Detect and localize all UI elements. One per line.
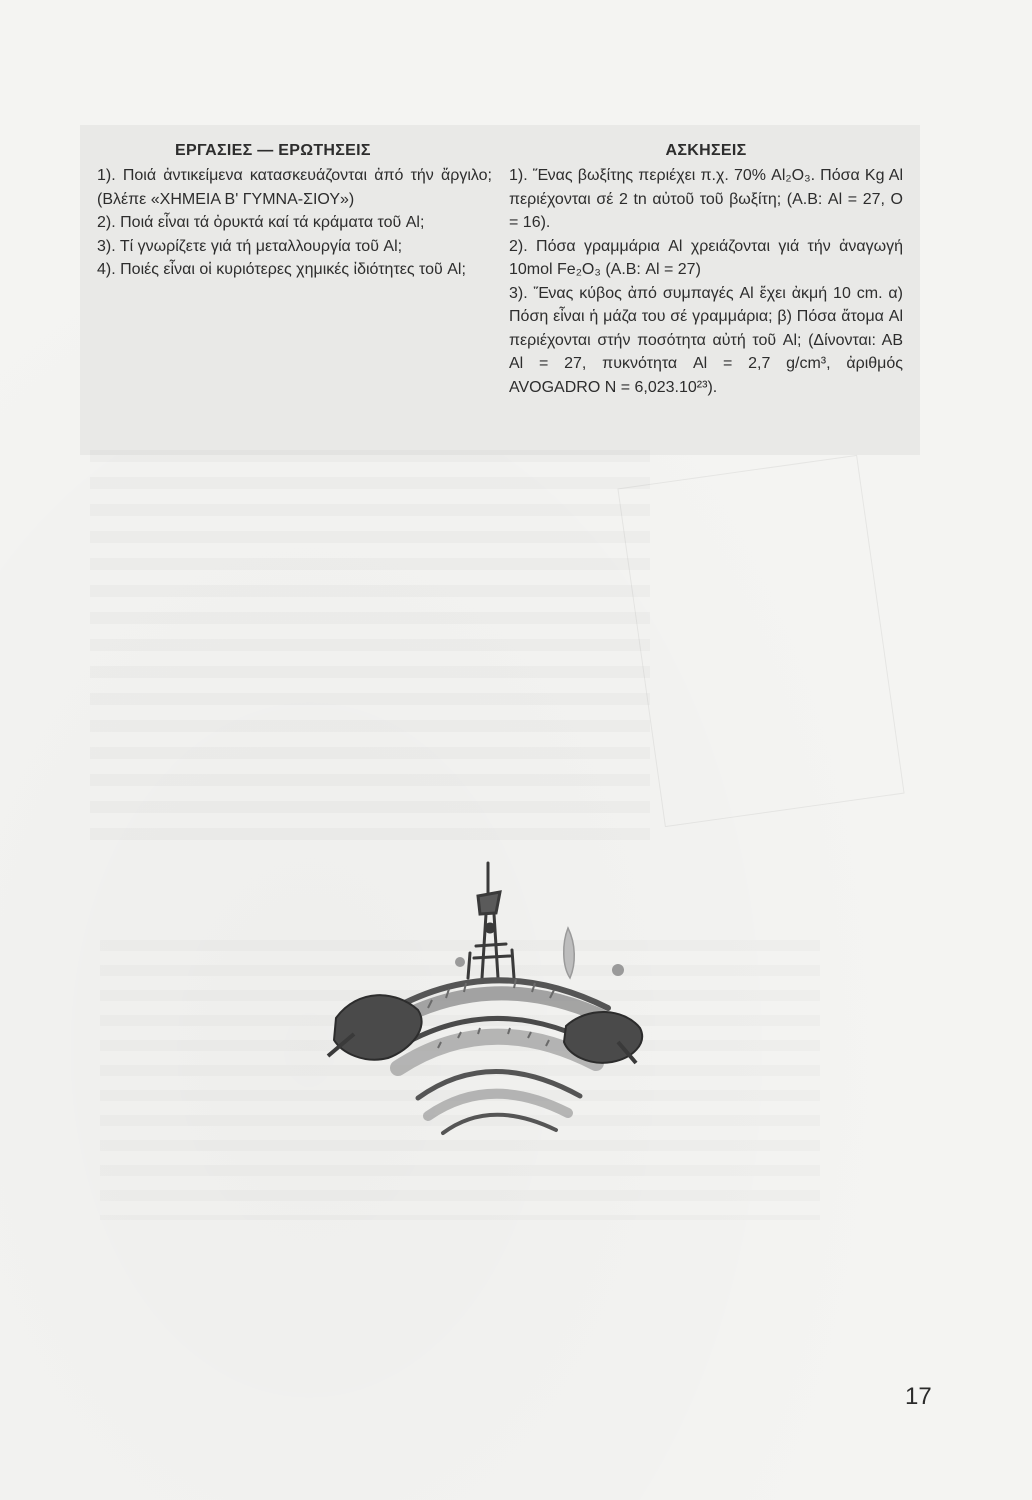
left-rock — [334, 995, 422, 1060]
exercises-column — [509, 140, 903, 399]
exercise-item: 3). Ἕνας κύβος ἀπό συμπαγές Al ἔχει ἀκμή 10 cm. α) Πόση εἶναι ἡ μάζα του σέ γραμμάρια; β) Πόσα ἄτομα Al περιέχονται στήν ποσότητα αὐτή τοῦ Al; (Δίνονται: ΑΒ Al = 27, πυκνότητα Al = 2,7 g/cm³, ἀριθμός AVOGADRO N = 6,023.10²³). — [509, 284, 903, 396]
question-item: 3). Τί γνωρίζετε γιά τή μεταλλουργία τοῦ Al; — [97, 237, 403, 255]
tree-shape — [564, 928, 575, 978]
exercise-item: 1). Ἕνας βωξίτης περιέχει π.χ. 70% Al₂O₃. Πόσα Kg Al περιέχονται σέ 2 tn αὐτοῦ τοῦ βωξίτη; (Α.Β: Al = 27, O = 16). — [509, 167, 903, 231]
show-through-figure — [617, 455, 904, 827]
exercise-item: 2). Πόσα γραμμάρια Al χρειάζονται γιά τήν ἀναγωγή 10mol Fe₂O₃ (Α.Β: Al = 27) — [509, 237, 903, 278]
exercises-heading: ΑΣΚΗΣΕΙΣ — [665, 142, 747, 159]
tower-figure — [468, 863, 514, 978]
questions-heading: ΕΡΓΑΣΙΕΣ — ΕΡΩΤΗΣΕΙΣ — [175, 142, 371, 159]
bridge-arches — [378, 980, 610, 1133]
question-item: 4). Ποιές εἶναι οἱ κυριότερες χημικές ἰδιότητες τοῦ Al; — [97, 261, 466, 278]
questions-column — [97, 140, 492, 282]
bridge-illustration — [318, 858, 658, 1143]
question-item: 1). Ποιά ἀντικείμενα κατασκευάζονται ἀπό τήν ἄργιλο; (Βλέπε «ΧΗΜΕΙΑ Β' ΓΥΜΝΑ-ΣΙΟΥ») — [97, 167, 492, 208]
show-through-text-left — [90, 450, 650, 840]
question-item: 2). Ποιά εἶναι τά ὀρυκτά καί τά κράματα τοῦ Al; — [97, 214, 425, 231]
page-number: 17 — [905, 1383, 932, 1410]
